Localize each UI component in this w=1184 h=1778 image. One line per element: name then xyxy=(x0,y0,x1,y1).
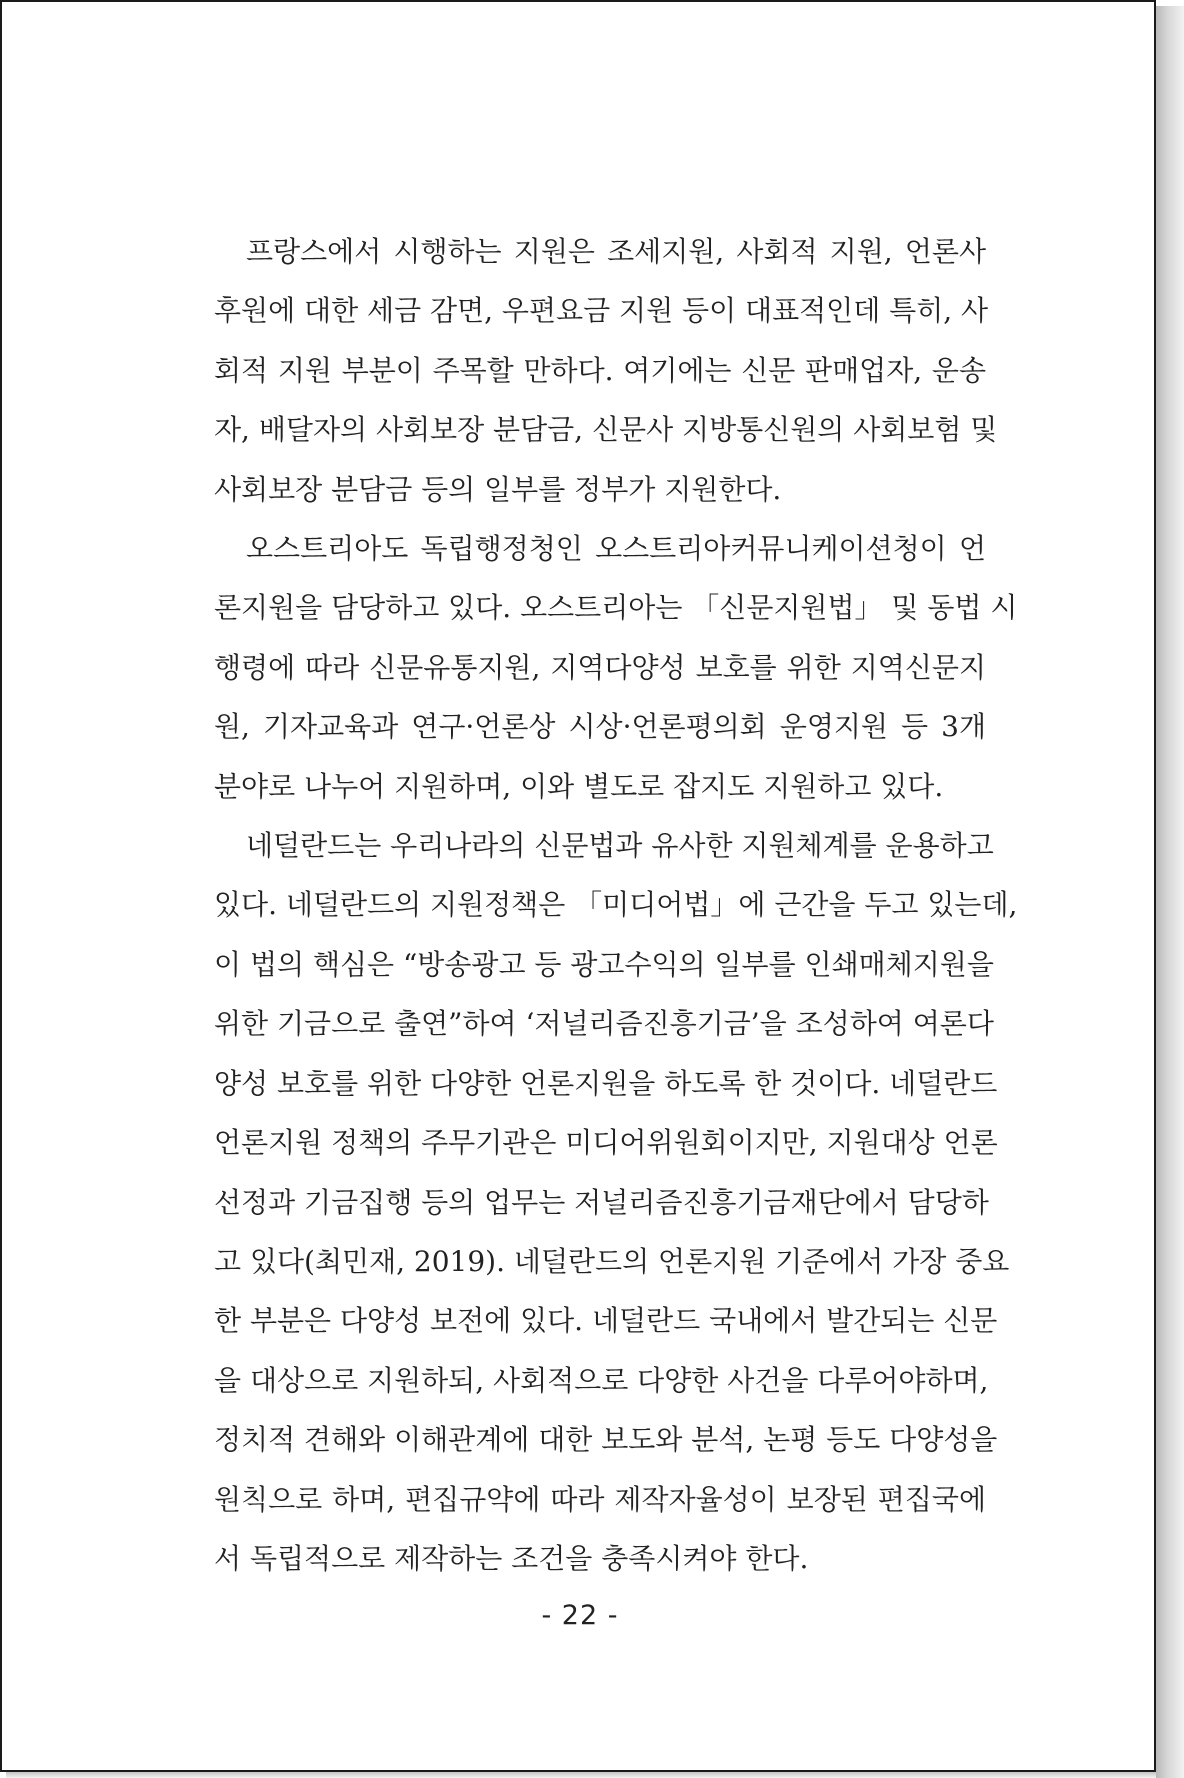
text-line: 후원에 대한 세금 감면, 우편요금 지원 등이 대표적인데 특히, 사 xyxy=(214,294,989,328)
page-shadow-bottom xyxy=(6,1772,1156,1778)
text-line: 이 법의 핵심은 “방송광고 등 광고수익의 일부를 인쇄매체지원을 xyxy=(214,947,994,981)
page-shadow-right xyxy=(1156,6,1184,1778)
text-line: 프랑스에서 시행하는 지원은 조세지원, 사회적 지원, 언론사 xyxy=(246,235,986,268)
text-line: 한 부분은 다양성 보전에 있다. 네덜란드 국내에서 발간되는 신문 xyxy=(214,1304,998,1338)
paragraph-austria xyxy=(214,519,1018,816)
paragraph-netherlands xyxy=(214,816,1018,1588)
body-text xyxy=(214,222,1018,1588)
text-line: 정치적 견해와 이해관계에 대한 보도와 분석, 논평 등도 다양성을 xyxy=(214,1423,998,1457)
text-line: 회적 지원 부분이 주목할 만하다. 여기에는 신문 판매업자, 운송 xyxy=(214,353,986,387)
text-line: 원칙으로 하며, 편집규약에 따라 제작자율성이 보장된 편집국에 xyxy=(214,1482,986,1516)
text-line: 네덜란드는 우리나라의 신문법과 유사한 지원체계를 운용하고 xyxy=(246,829,994,863)
text-line: 위한 기금으로 출연”하여 ‘저널리즘진흥기금’을 조성하여 여론다 xyxy=(214,1007,994,1041)
paragraph-france xyxy=(214,222,998,519)
text-line: 을 대상으로 지원하되, 사회적으로 다양한 사건을 다루어야하며, xyxy=(214,1363,989,1397)
text-line: 선정과 기금집행 등의 업무는 저널리즘진흥기금재단에서 담당하 xyxy=(214,1185,989,1219)
text-line: 분야로 나누어 지원하며, 이와 별도로 잡지도 지원하고 있다. xyxy=(214,769,944,803)
text-line: 고 있다(최민재, 2019). 네덜란드의 언론지원 기준에서 가장 중요 xyxy=(214,1244,1010,1278)
text-line: 자, 배달자의 사회보장 분담금, 신문사 지방통신원의 사회보험 및 xyxy=(214,413,998,447)
text-line: 사회보장 분담금 등의 일부를 정부가 지원한다. xyxy=(214,472,782,506)
text-line: 있다. 네덜란드의 지원정책은 「미디어법」에 근간을 두고 있는데, xyxy=(214,888,1018,922)
text-line: 원, 기자교육과 연구·언론상 시상·언론평의회 운영지원 등 3개 xyxy=(214,710,986,744)
text-line: 행령에 따라 신문유통지원, 지역다양성 보호를 위한 지역신문지 xyxy=(214,650,986,684)
text-line: 론지원을 담당하고 있다. 오스트리아는 「신문지원법」 및 동법 시 xyxy=(214,591,1018,625)
text-line: 언론지원 정책의 주무기관은 미디어위원회이지만, 지원대상 언론 xyxy=(214,1126,998,1160)
text-line: 양성 보호를 위한 다양한 언론지원을 하도록 한 것이다. 네덜란드 xyxy=(214,1066,998,1100)
text-line: 서 독립적으로 제작하는 조건을 충족시켜야 한다. xyxy=(214,1541,809,1575)
text-line: 오스트리아도 독립행정청인 오스트리아커뮤니케이션청이 언 xyxy=(246,532,986,566)
page-number: - 22 - xyxy=(541,1600,619,1631)
